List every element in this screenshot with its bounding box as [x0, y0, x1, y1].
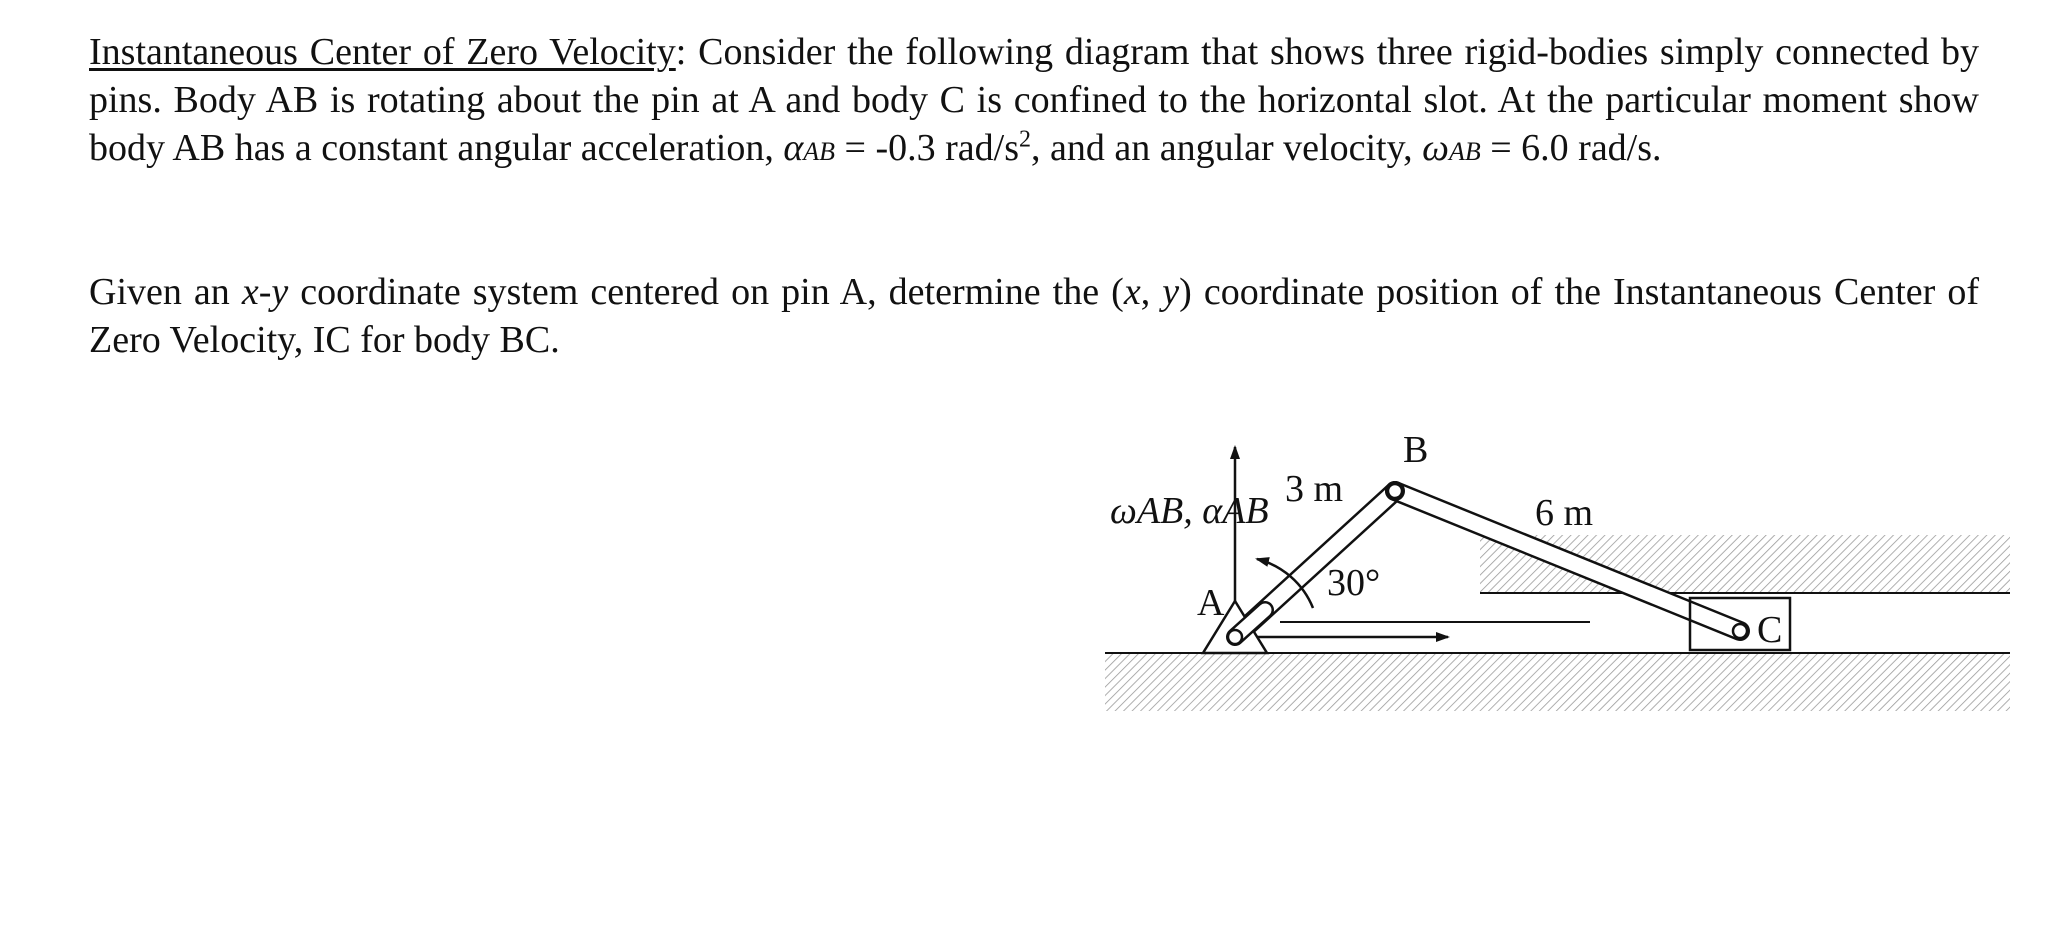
pin-c	[1733, 624, 1747, 638]
omega-subscript: AB	[1448, 137, 1481, 166]
pin-b	[1388, 484, 1402, 498]
label-angle: 30°	[1327, 562, 1381, 604]
label-a: A	[1197, 582, 1225, 624]
problem-text-1: Consider the following diagram that shows three rigid-bodies simply connected by pins. Body AB is rotating about the pin at A and body C is confined to the horizontal slot. At the particular moment show body AB has a constant angular acceleration,	[89, 31, 1979, 169]
label-bc-length: 6 m	[1535, 492, 1594, 534]
pin-a	[1228, 630, 1242, 644]
alpha-exponent: 2	[1019, 126, 1031, 153]
question-text-1: Given an	[89, 271, 242, 313]
label-c: C	[1757, 609, 1783, 651]
problem-paragraph-1	[89, 28, 1979, 176]
omega-symbol: ω	[1422, 127, 1449, 169]
x-var: x	[1123, 271, 1141, 313]
alpha-symbol: α	[783, 127, 804, 169]
title-colon: :	[675, 31, 687, 73]
alpha-value: = -0.3 rad/s	[835, 127, 1019, 169]
question-text-2: coordinate system centered on pin A, determine the (	[288, 271, 1124, 313]
mechanism-diagram	[1095, 425, 2025, 725]
question-text-3: ) coordinate position of the Instantaneous Center of Zero Velocity, IC for body BC.	[89, 271, 1980, 361]
problem-title: Instantaneous Center of Zero Velocity	[89, 31, 676, 73]
problem-paragraph-2	[89, 268, 1979, 364]
xy-label: x-y	[241, 271, 289, 313]
omega-value: = 6.0 rad/s.	[1480, 127, 1662, 169]
ground-hatch	[1105, 653, 2010, 711]
problem-text-2: , and an angular velocity,	[1031, 127, 1423, 169]
label-omega-alpha: ωAB, αAB	[1110, 490, 1269, 532]
label-ab-length: 3 m	[1285, 468, 1344, 510]
coord-comma: ,	[1140, 271, 1163, 313]
alpha-subscript: AB	[803, 137, 836, 166]
label-b: B	[1403, 429, 1429, 471]
y-var: y	[1162, 271, 1180, 313]
